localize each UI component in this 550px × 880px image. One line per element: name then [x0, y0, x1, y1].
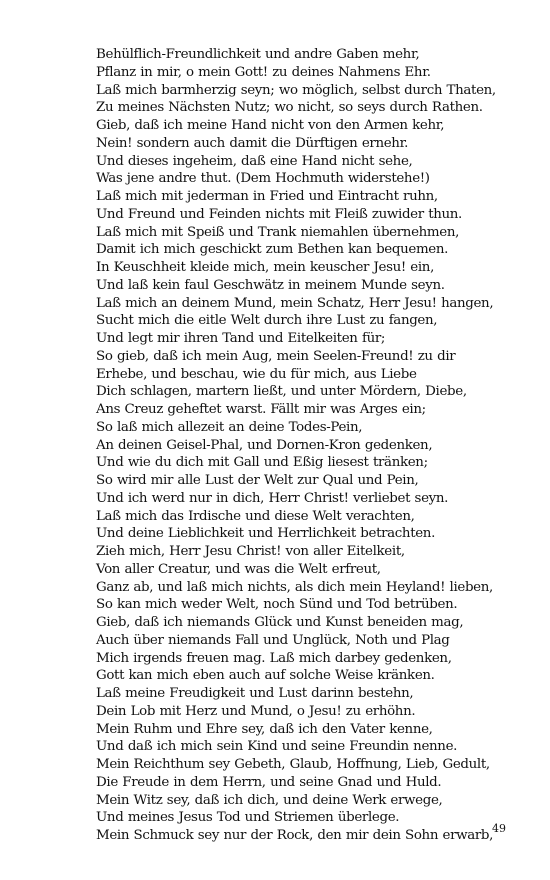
poem-text — [96, 46, 526, 845]
poem-line: Laß mich an deinem Mund, mein Schatz, Herr Jesu! hangen, — [96, 295, 494, 311]
poem-line: Erhebe, und beschau, wie du für mich, aus Liebe — [96, 366, 417, 382]
poem-line: Laß mich barmherzig seyn; wo möglich, selbst durch Thaten, — [96, 82, 496, 98]
poem-line: So gieb, daß ich mein Aug, mein Seelen-Freund! zu dir — [96, 348, 456, 364]
poem-line: Zu meines Nächsten Nutz; wo nicht, so seys durch Rathen. — [96, 100, 483, 116]
poem-line: Und laß kein faul Geschwätz in meinem Munde seyn. — [96, 277, 445, 293]
poem-line: Die Freude in dem Herrn, und seine Gnad und Huld. — [96, 774, 442, 790]
poem-line: Damit ich mich geschickt zum Bethen kan bequemen. — [96, 242, 449, 258]
poem-line: Und ich werd nur in dich, Herr Christ! verliebet seyn. — [96, 490, 449, 506]
poem-line: So kan mich weder Welt, noch Sünd und Tod betrüben. — [96, 597, 458, 613]
poem-line: Und daß ich mich sein Kind und seine Freundin nenne. — [96, 739, 458, 755]
poem-line: Und legt mir ihren Tand und Eitelkeiten für; — [96, 331, 386, 346]
poem-line: Behülflich-Freundlichkeit und andre Gaben mehr, — [96, 47, 420, 62]
poem-line: Mich irgends freuen mag. Laß mich darbey gedenken, — [96, 650, 452, 666]
poem-line: Und wie du dich mit Gall und Eßig liesest tränken; — [96, 455, 428, 471]
poem-line: Nein! sondern auch damit die Dürftigen ernehr. — [96, 135, 409, 151]
poem-line: Sucht mich die eitle Welt durch ihre Lust zu fangen, — [96, 313, 438, 329]
poem-line: Dein Lob mit Herz und Mund, o Jesu! zu erhöhn. — [96, 703, 416, 719]
page-number: 49 — [492, 822, 506, 835]
poem-line: Mein Witz sey, daß ich dich, und deine Werk erwege, — [96, 792, 443, 808]
poem-line: Pflanz in mir, o mein Gott! zu deines Nahmens Ehr. — [96, 64, 431, 80]
poem-line: Dich schlagen, martern ließt, und unter Mördern, Diebe, — [96, 384, 467, 400]
poem-line: Mein Ruhm und Ehre sey, daß ich den Vater kenne, — [96, 721, 433, 737]
poem-line: Ganz ab, und laß mich nichts, als dich mein Heyland! lieben, — [96, 579, 493, 595]
poem-line: Laß mich mit jederman in Fried und Eintracht ruhn, — [96, 189, 438, 204]
poem-line: An deinen Geisel-Phal, und Dornen-Kron gedenken, — [96, 437, 433, 453]
poem-line: Und dieses ingeheim, daß eine Hand nicht sehe, — [96, 153, 413, 169]
poem-line: Was jene andre thut. (Dem Hochmuth widerstehe!) — [96, 171, 430, 187]
poem-line: Laß mich mit Speiß und Trank niemahlen übernehmen, — [96, 224, 460, 240]
poem-line: Laß mich das Irdische und diese Welt verachten, — [96, 508, 415, 524]
poem-line: Auch über niemands Fall und Unglück, Noth und Plag — [96, 632, 450, 648]
poem-line: Und deine Lieblichkeit und Herrlichkeit betrachten. — [96, 526, 435, 542]
poem-line: Mein Schmuck sey nur der Rock, den mir dein Sohn erwarb, — [96, 828, 494, 843]
poem-line: Gieb, daß ich niemands Glück und Kunst beneiden mag, — [96, 615, 464, 630]
poem-line: Und Freund und Feinden nichts mit Fleiß zuwider thun. — [96, 206, 462, 222]
poem-line: So laß mich allezeit an deine Todes-Pein, — [96, 419, 363, 435]
poem-line: Gieb, daß ich meine Hand nicht von den Armen kehr, — [96, 118, 445, 133]
poem-line: Gott kan mich eben auch auf solche Weise kränken. — [96, 668, 435, 684]
poem-line: Von aller Creatur, und was die Welt erfreut, — [96, 561, 381, 577]
poem-line: Und meines Jesus Tod und Striemen überlege. — [96, 810, 400, 826]
poem-line: Zieh mich, Herr Jesu Christ! von aller Eitelkeit, — [96, 544, 405, 559]
poem-line: So wird mir alle Lust der Welt zur Qual und Pein, — [96, 473, 419, 488]
poem-line: Mein Reichthum sey Gebeth, Glaub, Hoffnung, Lieb, Gedult, — [96, 757, 490, 772]
poem-line: Ans Creuz geheftet warst. Fällt mir was Arges ein; — [96, 402, 426, 417]
poem-line: Laß meine Freudigkeit und Lust darinn bestehn, — [96, 686, 414, 701]
poem-line: In Keuschheit kleide mich, mein keuscher Jesu! ein, — [96, 260, 434, 275]
